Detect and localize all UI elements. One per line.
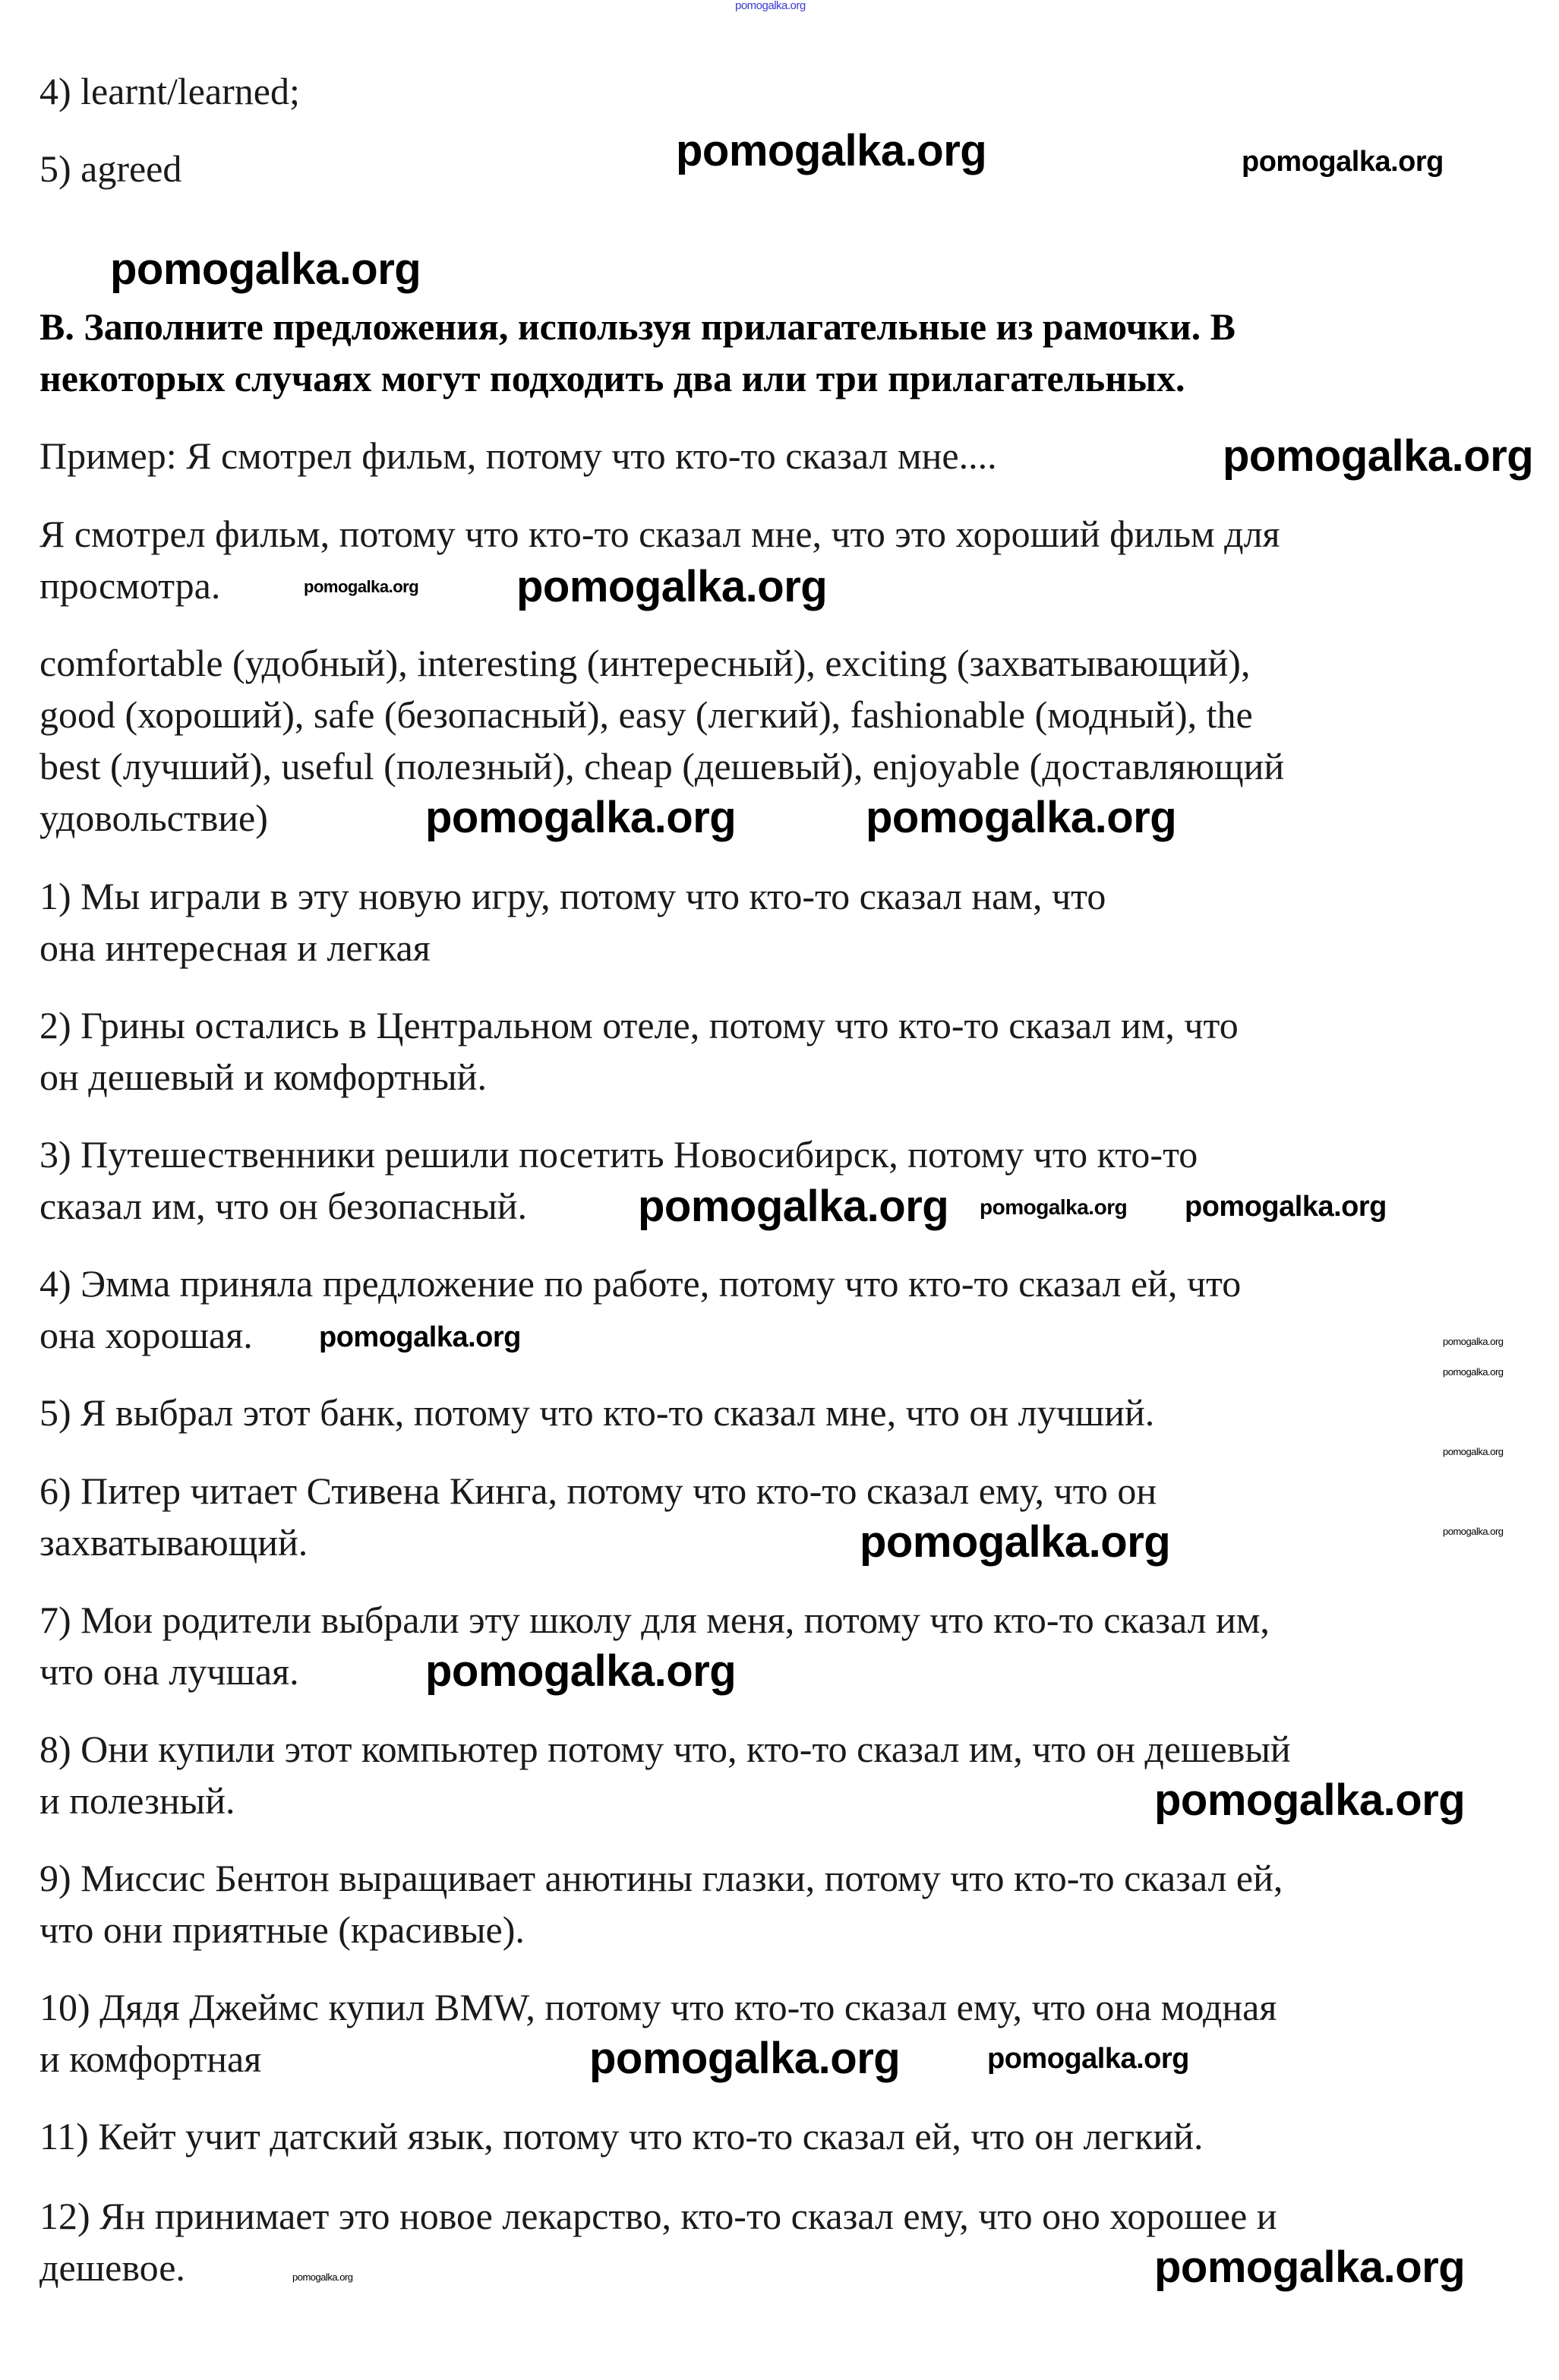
adjective-box: comfortable (удобный), interesting (интересный), exciting (захватывающий), good (хороший), safe (безопасный), easy (легкий), fashionable (модный), the best (лучший), useful (полезный), cheap (дешевый), enjoyable (доставляющий удовольствие): [39, 642, 1285, 839]
watermark: pomogalka.org: [110, 245, 421, 294]
watermark: pomogalka.org: [1154, 2243, 1466, 2292]
watermark: pomogalka.org: [1242, 146, 1444, 178]
sentence-12: 12) Ян принимает это новое лекарство, кто-то сказал ему, что оно хорошее и дешевое.: [39, 2195, 1277, 2289]
sentence-4: 4) Эмма приняла предложение по работе, потому что кто-то сказал ей, что она хорошая.: [39, 1262, 1242, 1356]
sentence-10: 10) Дядя Джеймс купил BMW, потому что кто-то сказал ему, что она модная и комфортная: [39, 1986, 1277, 2080]
answer-5: 5) agreed: [39, 147, 182, 190]
exercise-heading: B. Заполните предложения, используя прилагательные из рамочки. B некоторых случаях могут подходить два или три прилагательных.: [39, 305, 1236, 399]
sentence-3: 3) Путешественники решили посетить Новосибирск, потому что кто-то сказал им, что он безопасный.: [39, 1133, 1198, 1227]
sentence-2: 2) Грины остались в Центральном отеле, потому что кто-то сказал им, что он дешевый и комфортный.: [39, 1004, 1239, 1098]
watermark: pomogalka.org: [319, 1321, 521, 1353]
watermark: pomogalka.org: [735, 0, 806, 12]
watermark: pomogalka.org: [1185, 1191, 1387, 1223]
watermark: pomogalka.org: [866, 793, 1177, 842]
watermark: pomogalka.org: [1443, 1526, 1504, 1537]
watermark: pomogalka.org: [1443, 1446, 1504, 1457]
sentence-6: 6) Питер читает Стивена Кинга, потому что кто-то сказал ему, что он захватывающий.: [39, 1469, 1157, 1564]
sentence-9: 9) Миссис Бентон выращивает анютины глазки, потому что кто-то сказал ей, что они приятные (красивые).: [39, 1857, 1283, 1951]
answer-4: 4) learnt/learned;: [39, 70, 300, 112]
watermark: pomogalka.org: [638, 1182, 949, 1231]
watermark: pomogalka.org: [516, 562, 828, 611]
watermark: pomogalka.org: [1443, 1336, 1504, 1347]
watermark: pomogalka.org: [292, 2271, 353, 2283]
watermark: pomogalka.org: [980, 1195, 1128, 1219]
sentence-1: 1) Мы играли в эту новую игру, потому что кто-то сказал нам, что она интересная и легкая: [39, 875, 1106, 969]
sentence-8: 8) Они купили этот компьютер потому что, кто-то сказал им, что он дешевый и полезный.: [39, 1728, 1291, 1822]
watermark: pomogalka.org: [425, 1646, 737, 1696]
watermark: pomogalka.org: [987, 2043, 1189, 2075]
watermark: pomogalka.org: [425, 793, 737, 842]
sentence-7: 7) Мои родители выбрали эту школу для меня, потому что кто-то сказал им, что она лучшая.: [39, 1599, 1270, 1693]
watermark: pomogalka.org: [676, 126, 987, 175]
watermark: pomogalka.org: [1154, 1776, 1466, 1825]
watermark: pomogalka.org: [304, 577, 419, 596]
watermark: pomogalka.org: [589, 2034, 901, 2083]
sentence-5: 5) Я выбрал этот банк, потому что кто-то сказал мне, что он лучший.: [39, 1391, 1155, 1434]
sentence-11: 11) Кейт учит датский язык, потому что кто-то сказал ей, что он легкий.: [39, 2115, 1204, 2157]
example: Пример: Я смотрел фильм, потому что кто-то сказал мне....: [39, 434, 997, 477]
watermark: pomogalka.org: [860, 1517, 1171, 1567]
watermark: pomogalka.org: [1443, 1366, 1504, 1378]
example-answer: Я смотрел фильм, потому что кто-то сказал мне, что это хороший фильм для просмотра.: [39, 513, 1280, 607]
watermark: pomogalka.org: [1223, 431, 1534, 481]
